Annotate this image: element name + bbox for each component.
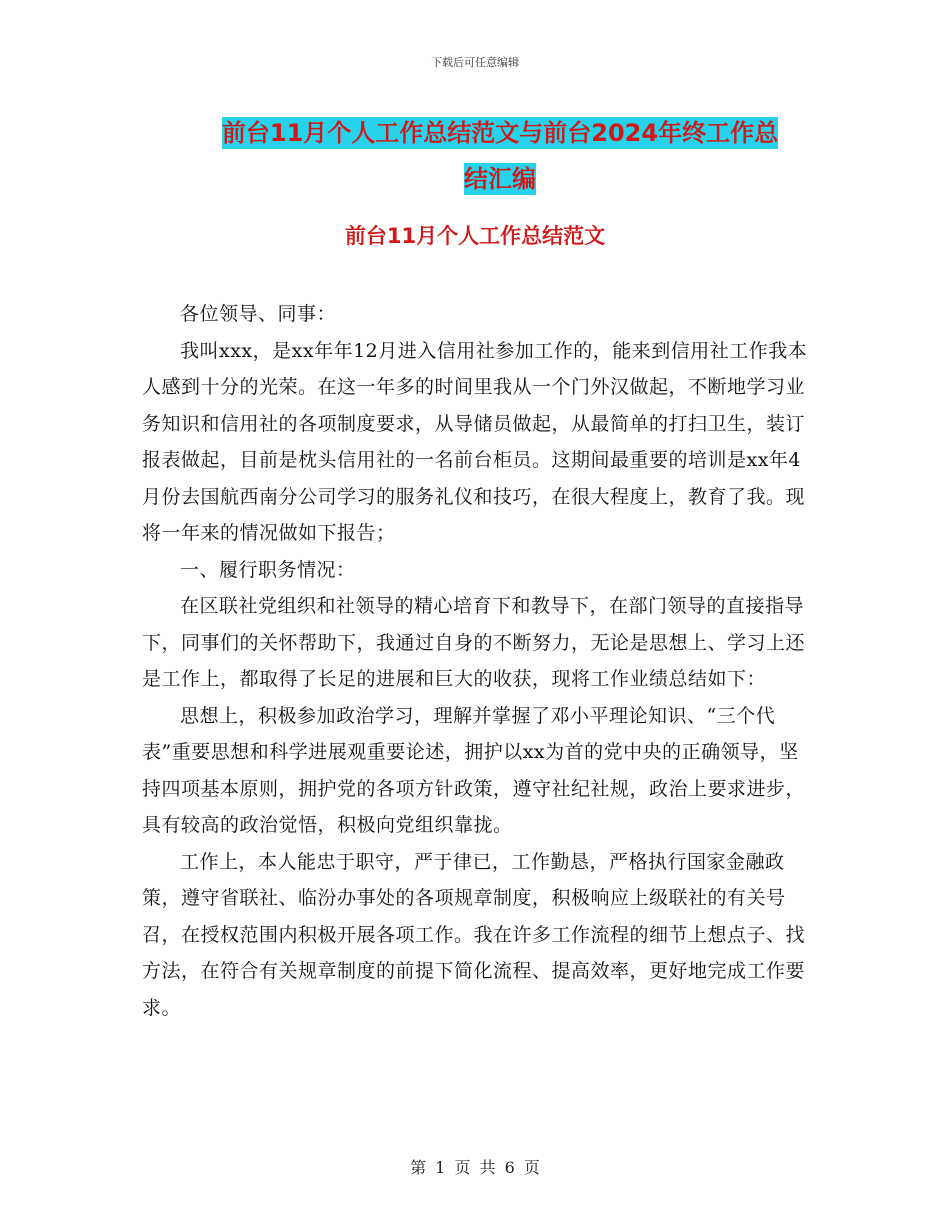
paragraph-ideology: 思想上，积极参加政治学习，理解并掌握了邓小平理论知识、“三个代表”重要思想和科学进展观重要论述，拥护以xx为首的党中央的正确领导，坚持四项基本原则，拥护党的各项方针政策，遵守社纪社规，政治上要求进步，具有较高的政治觉悟，积极向党组织靠拢。	[142, 704, 806, 836]
section-title: 前台11月个人工作总结范文	[344, 224, 606, 248]
paragraph-greeting: 各位领导、同事：	[180, 303, 337, 325]
page-number-footer: 第 1 页 共 6 页	[410, 1158, 540, 1177]
document-title-line-1: 前台11月个人工作总结范文与前台2024年终工作总	[221, 119, 779, 147]
paragraph-overview: 在区联社党组织和社领导的精心培育下和教导下，在部门领导的直接指导下，同事们的关怀帮助下，我通过自身的不断努力，无论是思想上、学习上还是工作上，都取得了长足的进展和巨大的收获，现将工作业绩总结如下：	[142, 595, 806, 690]
body-text	[142, 296, 808, 1026]
document-title-line-2: 结汇编	[464, 165, 536, 193]
page-header-note: 下载后可任意编辑	[431, 56, 519, 69]
paragraph-introduction: 我叫xxx，是xx年年12月进入信用社参加工作的，能来到信用社工作我本人感到十分的光荣。在这一年多的时间里我从一个门外汉做起，不断地学习业务知识和信用社的各项制度要求，从导储员做起，从最简单的打扫卫生，装订报表做起，目前是枕头信用社的一名前台柜员。这期间最重要的培训是xx年4月份去国航西南分公司学习的服务礼仪和技巧，在很大程度上，教育了我。现将一年来的情况做如下报告；	[142, 339, 808, 544]
paragraph-work: 工作上，本人能忠于职守，严于律已，工作勤恳，严格执行国家金融政策，遵守省联社、临汾办事处的各项规章制度，积极响应上级联社的有关号召，在授权范围内积极开展各项工作。我在许多工作流程的细节上想点子、找方法，在符合有关规章制度的前提下简化流程、提高效率，更好地完成工作要求。	[142, 850, 806, 1019]
document-title	[150, 110, 850, 202]
paragraph-heading-duties: 一、履行职务情况：	[180, 558, 356, 581]
